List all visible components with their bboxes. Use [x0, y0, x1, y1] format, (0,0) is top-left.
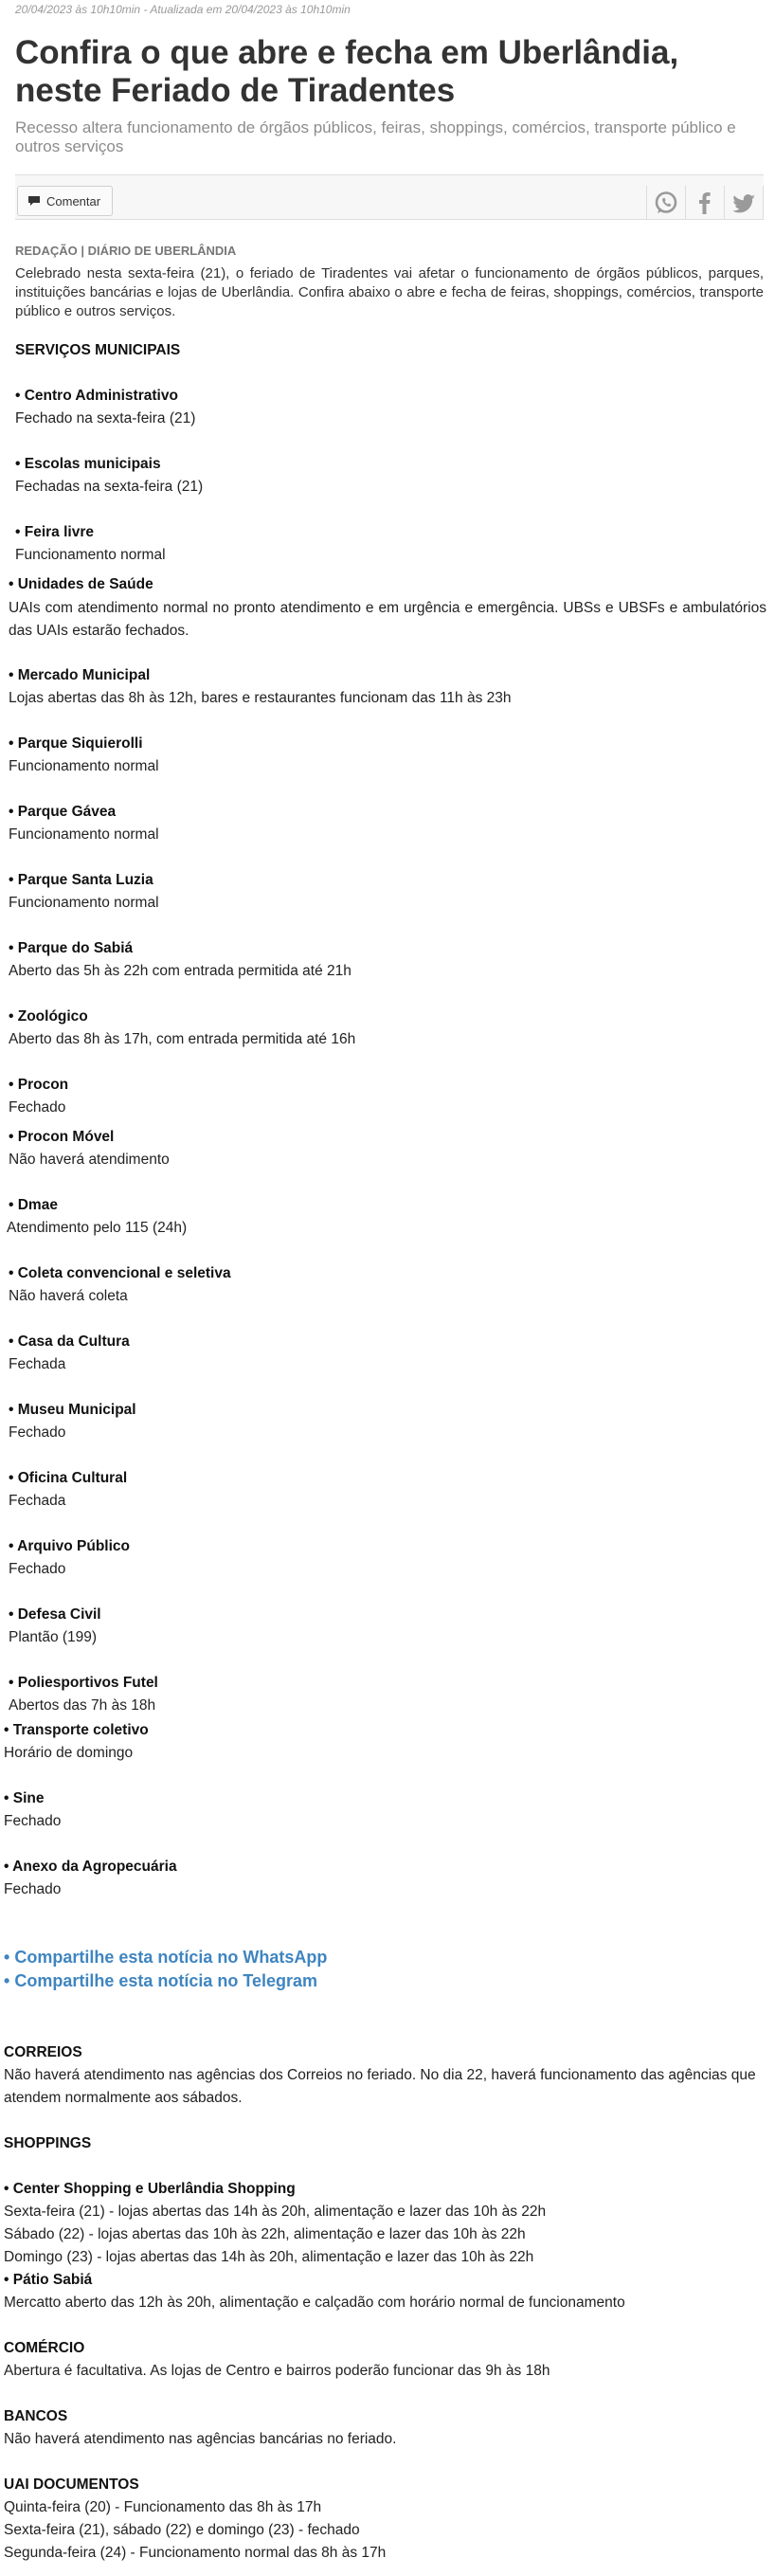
article-lead: Celebrado nesta sexta-feira (21), o feriado de Tiradentes vai afetar o funcionamento de órgãos públicos, parques, instituições bancárias e lojas de Uberlândia. Confira abaixo o abre e fecha de feiras, shoppings, comércios, transporte público e outros serviços. — [15, 265, 764, 319]
service-status: Fechada — [9, 1356, 66, 1372]
service-name: • Arquivo Público — [9, 1538, 130, 1554]
speech-bubble-icon — [27, 195, 41, 207]
section-title-uai: UAI DOCUMENTOS — [4, 2476, 139, 2493]
shopping-name: • Pátio Sabiá — [4, 2272, 93, 2288]
service-status: Não haverá coleta — [9, 1288, 128, 1304]
service-status: Funcionamento normal — [9, 895, 159, 911]
section-title-comercio: COMÉRCIO — [4, 2340, 85, 2356]
whatsapp-share-link-label: Compartilhe esta notícia no WhatsApp — [14, 1948, 328, 1967]
link-bullet: • — [4, 1971, 10, 1990]
service-status: UAIs com atendimento normal no pronto atendimento e em urgência e emergência. UBSs e UBSFs e ambulatórios das UAIs estarão fechados. — [9, 600, 766, 639]
comment-button[interactable] — [17, 186, 113, 216]
service-status: Fechado — [9, 1099, 66, 1116]
service-status: Plantão (199) — [9, 1629, 98, 1645]
service-name: • Procon Móvel — [9, 1129, 115, 1145]
service-status: Aberto das 5h às 22h com entrada permitida até 21h — [9, 963, 351, 979]
comment-button-label: Comentar — [46, 193, 101, 209]
service-name: • Zoológico — [9, 1008, 88, 1025]
section-title-bancos: BANCOS — [4, 2408, 68, 2424]
facebook-share-button[interactable] — [686, 186, 725, 220]
service-name: • Coleta convencional e seletiva — [9, 1265, 231, 1281]
service-status: Fechado — [4, 1813, 62, 1829]
service-status: Fechado na sexta-feira (21) — [15, 410, 196, 426]
service-name: • Defesa Civil — [9, 1606, 101, 1623]
service-status: Fechadas na sexta-feira (21) — [15, 479, 204, 495]
shopping-hours-line: Mercatto aberto das 12h às 20h, alimentação e calçadão com horário normal de funcionamento — [4, 2295, 625, 2311]
service-status: Atendimento pelo 115 (24h) — [7, 1220, 188, 1236]
bancos-text: Não haverá atendimento nas agências bancárias no feriado. — [4, 2431, 397, 2447]
service-name: • Museu Municipal — [9, 1402, 136, 1418]
twitter-icon — [730, 190, 757, 216]
service-status: Não haverá atendimento — [9, 1152, 170, 1168]
article-timestamp: 20/04/2023 às 10h10min - Atualizada em 20/04/2023 às 10h10min — [15, 3, 351, 16]
shopping-hours-line: Sexta-feira (21) - lojas abertas das 14h às 20h, alimentação e lazer das 10h às 22h — [4, 2204, 547, 2220]
service-status: Funcionamento normal — [9, 758, 159, 774]
section-title-shoppings: SHOPPINGS — [4, 2135, 92, 2151]
service-status: Fechado — [9, 1561, 66, 1577]
twitter-share-button[interactable] — [725, 186, 764, 220]
uai-hours-line: Segunda-feira (24) - Funcionamento normal das 8h às 17h — [4, 2545, 387, 2561]
service-status: Aberto das 8h às 17h, com entrada permitida até 16h — [9, 1031, 356, 1047]
shopping-hours-line: Sábado (22) - lojas abertas das 10h às 22h, alimentação e lazer das 10h às 22h — [4, 2226, 526, 2242]
service-name: • Parque Siquierolli — [9, 735, 143, 752]
telegram-share-link[interactable] — [4, 1971, 317, 1991]
service-name: • Parque do Sabiá — [9, 940, 134, 956]
social-share-buttons — [646, 186, 764, 220]
service-name: • Escolas municipais — [15, 456, 161, 472]
service-name: • Parque Gávea — [9, 804, 117, 820]
uai-hours-line: Quinta-feira (20) - Funcionamento das 8h às 17h — [4, 2499, 322, 2515]
service-name: • Mercado Municipal — [9, 667, 151, 683]
service-name: • Parque Santa Luzia — [9, 872, 153, 888]
whatsapp-share-button[interactable] — [647, 186, 686, 220]
service-name: • Sine — [4, 1790, 45, 1806]
service-status: Funcionamento normal — [9, 826, 159, 843]
shopping-hours-line: Domingo (23) - lojas abertas das 14h às 20h, alimentação e lazer das 10h às 22h — [4, 2249, 534, 2265]
service-status: Fechado — [4, 1881, 62, 1897]
link-bullet: • — [4, 1948, 10, 1967]
service-status: Lojas abertas das 8h às 12h, bares e restaurantes funcionam das 11h às 23h — [9, 690, 512, 706]
service-name: • Casa da Cultura — [9, 1333, 130, 1350]
service-name: • Procon — [9, 1077, 69, 1093]
service-name: • Poliesportivos Futel — [9, 1675, 158, 1691]
service-status: Abertos das 7h às 18h — [9, 1697, 156, 1714]
correios-text: Não haverá atendimento nas agências dos Correios no feriado. No dia 22, haverá funcionamento das agências que atendem normalmente aos sábados. — [4, 2067, 756, 2106]
service-status: Funcionamento normal — [15, 547, 166, 563]
section-title-correios: CORREIOS — [4, 2044, 82, 2060]
telegram-share-link-label: Compartilhe esta notícia no Telegram — [14, 1971, 318, 1990]
service-name: • Transporte coletivo — [4, 1722, 149, 1738]
whatsapp-share-link[interactable] — [4, 1948, 327, 1968]
section-title-municipal: SERVIÇOS MUNICIPAIS — [15, 342, 181, 358]
uai-hours-line: Sexta-feira (21), sábado (22) e domingo (23) - fechado — [4, 2522, 360, 2538]
service-name: • Anexo da Agropecuária — [4, 1859, 177, 1875]
service-name: • Oficina Cultural — [9, 1470, 128, 1486]
service-name: • Unidades de Saúde — [9, 576, 153, 592]
article-headline: Confira o que abre e fecha em Uberlândia, neste Feriado de Tiradentes — [15, 34, 679, 109]
service-name: • Centro Administrativo — [15, 388, 178, 404]
service-name: • Dmae — [9, 1197, 58, 1213]
whatsapp-icon — [653, 190, 679, 216]
service-status: Horário de domingo — [4, 1745, 134, 1761]
article-subtitle: Recesso altera funcionamento de órgãos públicos, feiras, shoppings, comércios, transporte público e outros serviços — [15, 118, 736, 155]
service-status: Fechado — [9, 1424, 66, 1441]
shopping-name: • Center Shopping e Uberlândia Shopping — [4, 2181, 296, 2197]
service-name: • Feira livre — [15, 524, 94, 540]
service-status: Fechada — [9, 1493, 66, 1509]
comercio-text: Abertura é facultativa. As lojas de Centro e bairros poderão funcionar das 9h às 18h — [4, 2363, 550, 2379]
article-byline: REDAÇÃO | DIÁRIO DE UBERLÂNDIA — [15, 244, 237, 258]
facebook-icon — [692, 190, 718, 216]
